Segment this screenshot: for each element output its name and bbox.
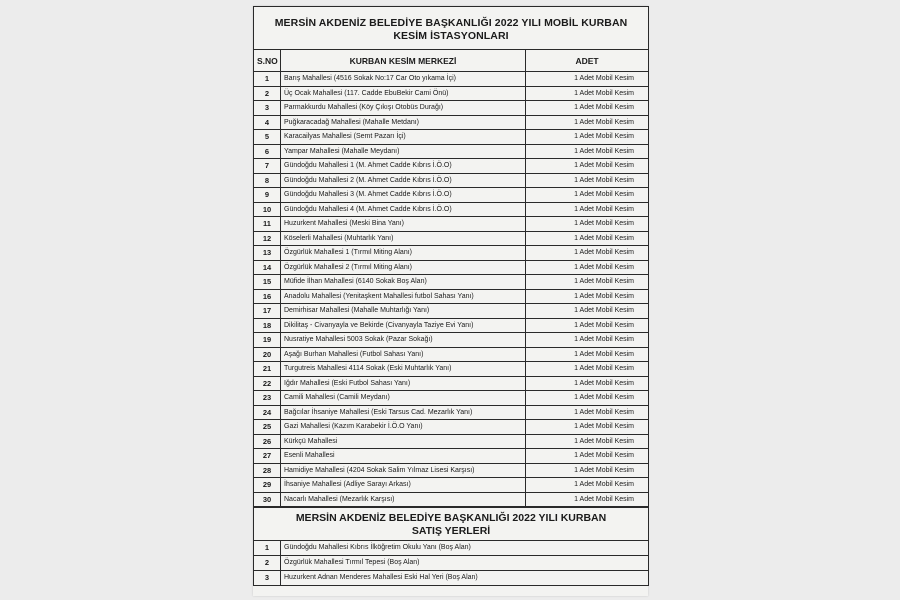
row-number: 8 [254, 173, 281, 188]
row-number: 11 [254, 217, 281, 232]
row-count: 1 Adet Mobil Kesim [526, 376, 649, 391]
row-count: 1 Adet Mobil Kesim [526, 420, 649, 435]
row-center-name: Anadolu Mahallesi (Yenitaşkent Mahallesi futbol Sahası Yanı) [281, 289, 526, 304]
row-count: 1 Adet Mobil Kesim [526, 318, 649, 333]
table-row [254, 130, 649, 145]
row-center-name: Puğkaracadağ Mahallesi (Mahalle Metdanı) [281, 115, 526, 130]
table-row [254, 463, 649, 478]
sales-table [253, 507, 649, 586]
row-center-name: Aşağı Burhan Mahallesi (Futbol Sahası Yanı) [281, 347, 526, 362]
row-number: 30 [254, 492, 281, 507]
row-count: 1 Adet Mobil Kesim [526, 115, 649, 130]
row-center-name: Karacailyas Mahallesi (Semt Pazarı İçi) [281, 130, 526, 145]
row-center-name: Nusratiye Mahallesi 5003 Sokak (Pazar Sokağı) [281, 333, 526, 348]
stations-title [254, 7, 649, 50]
row-center-name: Gündoğdu Mahallesi 4 (M. Ahmet Cadde Kıbrıs İ.Ö.O) [281, 202, 526, 217]
row-number: 6 [254, 144, 281, 159]
row-center-name: Gündoğdu Mahallesi 3 (M. Ahmet Cadde Kıbrıs İ.Ö.O) [281, 188, 526, 203]
row-number: 23 [254, 391, 281, 406]
sales-title [254, 508, 649, 541]
row-number: 1 [254, 541, 281, 556]
table-row [254, 173, 649, 188]
row-count: 1 Adet Mobil Kesim [526, 289, 649, 304]
row-count: 1 Adet Mobil Kesim [526, 347, 649, 362]
table-row [254, 376, 649, 391]
row-number: 13 [254, 246, 281, 261]
row-number: 2 [254, 556, 281, 571]
row-count: 1 Adet Mobil Kesim [526, 391, 649, 406]
table-row [254, 362, 649, 377]
row-center-name: Huzurkent Mahallesi (Meski Bina Yanı) [281, 217, 526, 232]
table-row [254, 101, 649, 116]
table-row [254, 391, 649, 406]
row-center-name: Demirhisar Mahallesi (Mahalle Muhtarlığı Yanı) [281, 304, 526, 319]
row-number: 29 [254, 478, 281, 493]
row-center-name: Köselerli Mahallesi (Muhtarlık Yanı) [281, 231, 526, 246]
row-number: 10 [254, 202, 281, 217]
table-row [254, 246, 649, 261]
table-row [254, 275, 649, 290]
table-row [254, 420, 649, 435]
row-count: 1 Adet Mobil Kesim [526, 463, 649, 478]
row-count: 1 Adet Mobil Kesim [526, 188, 649, 203]
row-count: 1 Adet Mobil Kesim [526, 231, 649, 246]
table-row [254, 571, 649, 586]
row-count: 1 Adet Mobil Kesim [526, 362, 649, 377]
row-number: 21 [254, 362, 281, 377]
table-row [254, 231, 649, 246]
row-count: 1 Adet Mobil Kesim [526, 144, 649, 159]
row-center-name: Özgürlük Mahallesi 1 (Tırmıl Miting Alanı) [281, 246, 526, 261]
table-row [254, 405, 649, 420]
table-row [254, 333, 649, 348]
row-center-name: Gündoğdu Mahallesi 1 (M. Ahmet Cadde Kıbrıs İ.Ö.O) [281, 159, 526, 174]
row-number: 27 [254, 449, 281, 464]
row-center-name: Camili Mahallesi (Camili Meydanı) [281, 391, 526, 406]
row-number: 5 [254, 130, 281, 145]
row-center-name: Yampar Mahallesi (Mahalle Meydanı) [281, 144, 526, 159]
row-count: 1 Adet Mobil Kesim [526, 405, 649, 420]
table-row [254, 541, 649, 556]
row-center-name: Dikilitaş - Civanyayla ve Bekirde (Civanyayla Taziye Evi Yanı) [281, 318, 526, 333]
row-count: 1 Adet Mobil Kesim [526, 72, 649, 87]
table-row [254, 492, 649, 507]
row-center-name: Nacarlı Mahallesi (Mezarlık Karşısı) [281, 492, 526, 507]
row-number: 19 [254, 333, 281, 348]
table-row [254, 86, 649, 101]
row-count: 1 Adet Mobil Kesim [526, 275, 649, 290]
row-count: 1 Adet Mobil Kesim [526, 159, 649, 174]
table-row [254, 72, 649, 87]
table-row [254, 188, 649, 203]
row-number: 4 [254, 115, 281, 130]
table-row [254, 159, 649, 174]
row-count: 1 Adet Mobil Kesim [526, 217, 649, 232]
sales-body [254, 541, 649, 586]
row-count: 1 Adet Mobil Kesim [526, 478, 649, 493]
table-row [254, 318, 649, 333]
row-count: 1 Adet Mobil Kesim [526, 246, 649, 261]
stations-table [253, 6, 649, 507]
sales-title-line2: SATIŞ YERLERİ [411, 525, 491, 537]
table-row [254, 556, 649, 571]
row-number: 25 [254, 420, 281, 435]
row-number: 3 [254, 571, 281, 586]
row-count: 1 Adet Mobil Kesim [526, 333, 649, 348]
row-count: 1 Adet Mobil Kesim [526, 130, 649, 145]
row-number: 14 [254, 260, 281, 275]
row-sales-place: Huzurkent Adnan Menderes Mahallesi Eski Hal Yeri (Boş Alan) [281, 571, 649, 586]
row-number: 26 [254, 434, 281, 449]
row-center-name: Turgutreis Mahallesi 4114 Sokak (Eski Muhtarlık Yanı) [281, 362, 526, 377]
row-center-name: Gündoğdu Mahallesi 2 (M. Ahmet Cadde Kıbrıs İ.Ö.O) [281, 173, 526, 188]
column-header-center: KURBAN KESİM MERKEZİ [281, 50, 526, 72]
row-center-name: Bağcılar İhsaniye Mahallesi (Eski Tarsus Cad. Mezarlık Yanı) [281, 405, 526, 420]
table-row [254, 347, 649, 362]
table-row [254, 434, 649, 449]
row-count: 1 Adet Mobil Kesim [526, 449, 649, 464]
row-number: 12 [254, 231, 281, 246]
row-center-name: Esenli Mahallesi [281, 449, 526, 464]
row-number: 16 [254, 289, 281, 304]
column-header-no: S.NO [254, 50, 281, 72]
stations-title-line1: MERSİN AKDENİZ BELEDİYE BAŞKANLIĞI 2022 YILI MOBİL KURBAN [274, 17, 628, 29]
row-center-name: Parmakkurdu Mahallesi (Köy Çıkışı Otobüs Durağı) [281, 101, 526, 116]
row-center-name: Barış Mahallesi (4516 Sokak No:17 Car Oto yıkama İçi) [281, 72, 526, 87]
row-number: 1 [254, 72, 281, 87]
row-center-name: Kürkçü Mahallesi [281, 434, 526, 449]
column-header-count: ADET [526, 50, 649, 72]
row-count: 1 Adet Mobil Kesim [526, 173, 649, 188]
row-count: 1 Adet Mobil Kesim [526, 101, 649, 116]
table-row [254, 260, 649, 275]
row-number: 20 [254, 347, 281, 362]
stations-header-row [254, 50, 649, 72]
row-count: 1 Adet Mobil Kesim [526, 202, 649, 217]
row-number: 9 [254, 188, 281, 203]
row-center-name: Müfide İlhan Mahallesi (6140 Sokak Boş Alan) [281, 275, 526, 290]
table-row [254, 217, 649, 232]
row-number: 15 [254, 275, 281, 290]
row-center-name: Üç Ocak Mahallesi (117. Cadde EbuBekir Cami Önü) [281, 86, 526, 101]
row-count: 1 Adet Mobil Kesim [526, 492, 649, 507]
stations-body [254, 72, 649, 507]
table-row [254, 289, 649, 304]
document-page [253, 6, 648, 596]
row-count: 1 Adet Mobil Kesim [526, 86, 649, 101]
row-number: 18 [254, 318, 281, 333]
table-row [254, 144, 649, 159]
row-number: 2 [254, 86, 281, 101]
table-row [254, 304, 649, 319]
row-count: 1 Adet Mobil Kesim [526, 260, 649, 275]
row-number: 3 [254, 101, 281, 116]
row-number: 7 [254, 159, 281, 174]
sales-title-line1: MERSİN AKDENİZ BELEDİYE BAŞKANLIĞI 2022 YILI KURBAN [295, 512, 607, 524]
stations-title-line2: KESİM İSTASYONLARI [393, 30, 509, 42]
table-row [254, 449, 649, 464]
row-center-name: Özgürlük Mahallesi 2 (Tırmıl Miting Alanı) [281, 260, 526, 275]
row-center-name: Iğdır Mahallesi (Eski Futbol Sahası Yanı) [281, 376, 526, 391]
row-center-name: İhsaniye Mahallesi (Adliye Sarayı Arkası) [281, 478, 526, 493]
row-number: 17 [254, 304, 281, 319]
table-row [254, 478, 649, 493]
row-sales-place: Gündoğdu Mahallesi Kıbrıs İlköğretim Okulu Yanı (Boş Alan) [281, 541, 649, 556]
row-center-name: Hamidiye Mahallesi (4204 Sokak Salim Yılmaz Lisesi Karşısı) [281, 463, 526, 478]
row-number: 24 [254, 405, 281, 420]
row-number: 22 [254, 376, 281, 391]
row-count: 1 Adet Mobil Kesim [526, 434, 649, 449]
table-row [254, 115, 649, 130]
table-row [254, 202, 649, 217]
row-count: 1 Adet Mobil Kesim [526, 304, 649, 319]
row-sales-place: Özgürlük Mahallesi Tırmıl Tepesi (Boş Alan) [281, 556, 649, 571]
row-number: 28 [254, 463, 281, 478]
row-center-name: Gazi Mahallesi (Kazım Karabekir İ.Ö.O Yanı) [281, 420, 526, 435]
